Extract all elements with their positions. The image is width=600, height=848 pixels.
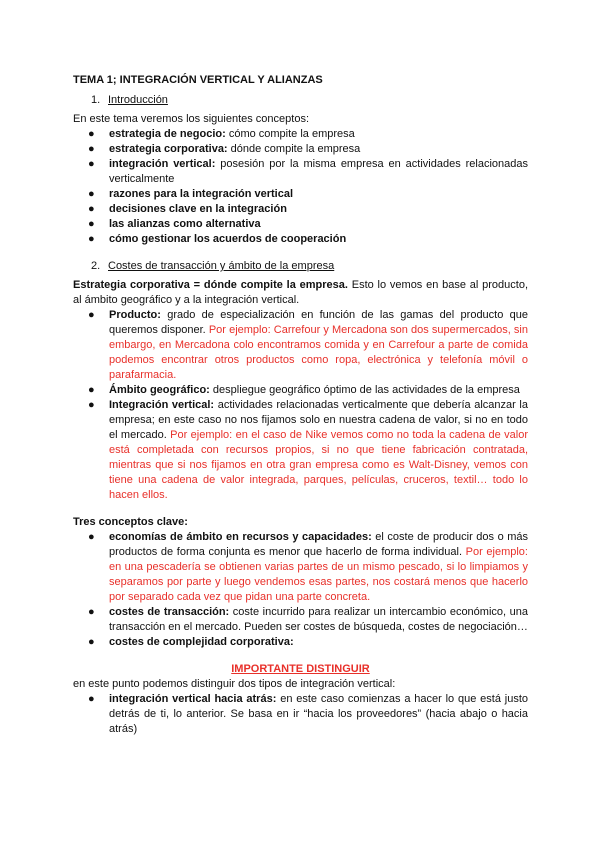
list-item [73, 232, 528, 247]
list-item-text: posesión por la misma empresa en actividades relacionadas verticalmente [109, 158, 528, 185]
section3-heading: Tres conceptos clave: [73, 516, 188, 528]
bullet-icon: ● [88, 636, 95, 648]
list-item-term: las alianzas como alternativa [109, 218, 261, 230]
bullet-icon: ● [88, 309, 95, 321]
bullet-icon: ● [88, 399, 95, 411]
list-item-text: dónde compite la empresa [227, 143, 361, 155]
list-item-example: Por ejemplo: Carrefour y Mercadona son dos supermercados, sin embargo, en Mercadona colo encontramos comida y en Carrefour a parte de comida podemos encontrar otros productos como ropa, electrónica y telefonía móvil o parafarmacia. [109, 324, 528, 381]
list-item-term: costes de complejidad corporativa: [109, 636, 294, 648]
list-item-term: estrategia de negocio: [109, 128, 226, 140]
list-item-term: cómo gestionar los acuerdos de cooperación [109, 233, 347, 245]
list-item-text: el coste de producir dos o más productos de forma conjunta es menor que hacerlo de forma individual. [109, 531, 529, 558]
list-item-term: Ámbito geográfico: [109, 384, 210, 396]
list-item [73, 530, 528, 605]
list-item-term: Integración vertical: [109, 399, 215, 411]
list-item [73, 308, 528, 383]
section1-title: Introducción [108, 94, 168, 106]
list-item-text: en este caso comienzas a hacer lo que está justo detrás de ti, lo anterior. Se basa en ir “hacia los proveedores” (hacia abajo o hacia atrás) [109, 693, 528, 735]
list-item-text: despliegue geográfico óptimo de las actividades de la empresa [209, 384, 520, 396]
list-item-term: costes de transacción: [109, 606, 230, 618]
section2-lead [73, 278, 528, 308]
list-item [73, 383, 528, 398]
section1-heading [91, 93, 528, 108]
list-item-text: actividades relacionadas verticalmente que debería alcanzar la empresa; en este caso no nos fijamos solo en nuestra cadena de valor, si no en todo el mercado. [109, 399, 528, 441]
list-item [73, 217, 528, 232]
list-item [73, 202, 528, 217]
bullet-icon: ● [88, 384, 95, 396]
list-item [73, 635, 528, 650]
section1-number: 1. [91, 94, 101, 106]
section2-lead-bold: Estrategia corporativa = dónde compite la empresa. [73, 279, 348, 291]
bullet-icon: ● [88, 158, 95, 170]
list-item [73, 127, 528, 142]
list-item-example: Por ejemplo: en el caso de Nike vemos como no toda la cadena de valor está completada con recursos propios, si no que tiene fabricación contratada, mientras que si nos fijamos en otra gran empresa como es Walt-Disney, vemos con tiene una cadena de valor integrada, parques, películas, cruceros, textil… todo lo hacen ellos. [109, 429, 528, 501]
list-item-term: decisiones clave en la integración [109, 203, 287, 215]
list-item [73, 398, 528, 503]
bullet-icon: ● [88, 233, 95, 245]
list-item [73, 692, 528, 737]
document-title: TEMA 1; INTEGRACIÓN VERTICAL Y ALIANZAS [73, 74, 323, 86]
section4-intro: en este punto podemos distinguir dos tipos de integración vertical: [73, 678, 396, 690]
list-item-term: Producto: [109, 309, 161, 321]
section1-intro: En este tema veremos los siguientes conceptos: [73, 113, 310, 125]
list-item-text: grado de especialización en función de las gamas del producto que queremos disponer. [109, 309, 528, 336]
section2-heading [91, 259, 528, 274]
section3-list [73, 530, 528, 650]
list-item-term: economías de ámbito en recursos y capacidades: [109, 531, 372, 543]
section2-number: 2. [91, 260, 101, 272]
list-item-example: Por ejemplo: en una pescadería se obtienen varias partes de un mismo pescado, si lo limpiamos y separamos por parte y luego vendemos esas partes, nos costará menos que hacerlo por separado cada vez que pidan una parte concreta. [109, 546, 528, 603]
section4-list [73, 692, 528, 737]
list-item [73, 605, 528, 635]
list-item-term: integración vertical: [109, 158, 216, 170]
section2-title: Costes de transacción y ámbito de la empresa [108, 260, 335, 272]
bullet-icon: ● [88, 188, 95, 200]
bullet-icon: ● [88, 531, 95, 543]
bullet-icon: ● [88, 143, 95, 155]
list-item [73, 157, 528, 187]
list-item [73, 142, 528, 157]
list-item-term: razones para la integración vertical [109, 188, 294, 200]
bullet-icon: ● [88, 128, 95, 140]
section2-list [73, 308, 528, 503]
bullet-icon: ● [88, 606, 95, 618]
list-item-text: cómo compite la empresa [225, 128, 355, 140]
bullet-icon: ● [88, 203, 95, 215]
list-item [73, 187, 528, 202]
bullet-icon: ● [88, 218, 95, 230]
section4-heading: IMPORTANTE DISTINGUIR [231, 663, 370, 675]
list-item-text: coste incurrido para realizar un intercambio económico, una transacción en el mercado. Pueden ser costes de búsqueda, costes de negociación… [109, 606, 528, 633]
list-item-term: integración vertical hacia atrás: [109, 693, 277, 705]
list-item-term: estrategia corporativa: [109, 143, 228, 155]
section1-list [73, 127, 528, 247]
bullet-icon: ● [88, 693, 95, 705]
document-page [73, 73, 528, 737]
section2-lead-text: Esto lo vemos en base al producto, al ámbito geográfico y a la integración vertical. [73, 279, 528, 306]
